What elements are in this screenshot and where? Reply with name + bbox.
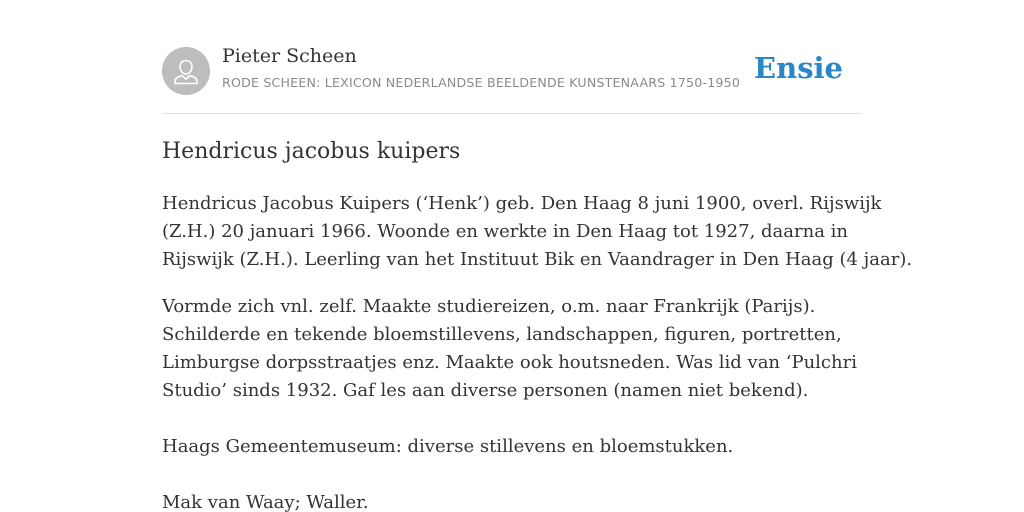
text-line: Schilderde en tekende bloemstillevens, landschappen, figuren, portretten, bbox=[162, 324, 842, 345]
text-line: Rijswijk (Z.H.). Leerling van het Instituut Bik en Vaandrager in Den Haag (4 jaar). bbox=[162, 249, 913, 270]
paragraph-work bbox=[162, 293, 882, 405]
author-header bbox=[162, 0, 862, 114]
page-container bbox=[162, 0, 913, 512]
article-title: Hendricus jacobus kuipers bbox=[162, 139, 461, 164]
user-silhouette-icon bbox=[162, 47, 210, 95]
author-name-link[interactable]: Pieter Scheen bbox=[222, 45, 357, 67]
paragraph-literature bbox=[162, 489, 882, 512]
text-line: (Z.H.) 20 januari 1966. Woonde en werkte in Den Haag tot 1927, daarna in bbox=[162, 221, 849, 242]
text-line: Limburgse dorpsstraatjes enz. Maakte ook houtsneden. Was lid van ‘Pulchri bbox=[162, 352, 857, 373]
text-line: Vormde zich vnl. zelf. Maakte studiereizen, o.m. naar Frankrijk (Parijs). bbox=[162, 296, 816, 317]
text-line: Mak van Waay; Waller. bbox=[162, 492, 369, 512]
text-line: Hendricus Jacobus Kuipers (‘Henk’) geb. Den Haag 8 juni 1900, overl. Rijswijk bbox=[162, 193, 882, 214]
avatar[interactable] bbox=[162, 47, 210, 95]
ensie-logo[interactable]: Ensie bbox=[754, 51, 843, 85]
source-link[interactable]: RODE SCHEEN: LEXICON NEDERLANDSE BEELDENDE KUNSTENAARS 1750-1950 bbox=[222, 75, 741, 90]
article-body bbox=[162, 190, 913, 512]
paragraph-collections bbox=[162, 433, 882, 461]
text-line: Haags Gemeentemuseum: diverse stillevens en bloemstukken. bbox=[162, 436, 734, 457]
text-line: Studio’ sinds 1932. Gaf les aan diverse personen (namen niet bekend). bbox=[162, 380, 809, 401]
paragraph-biography bbox=[162, 190, 913, 274]
